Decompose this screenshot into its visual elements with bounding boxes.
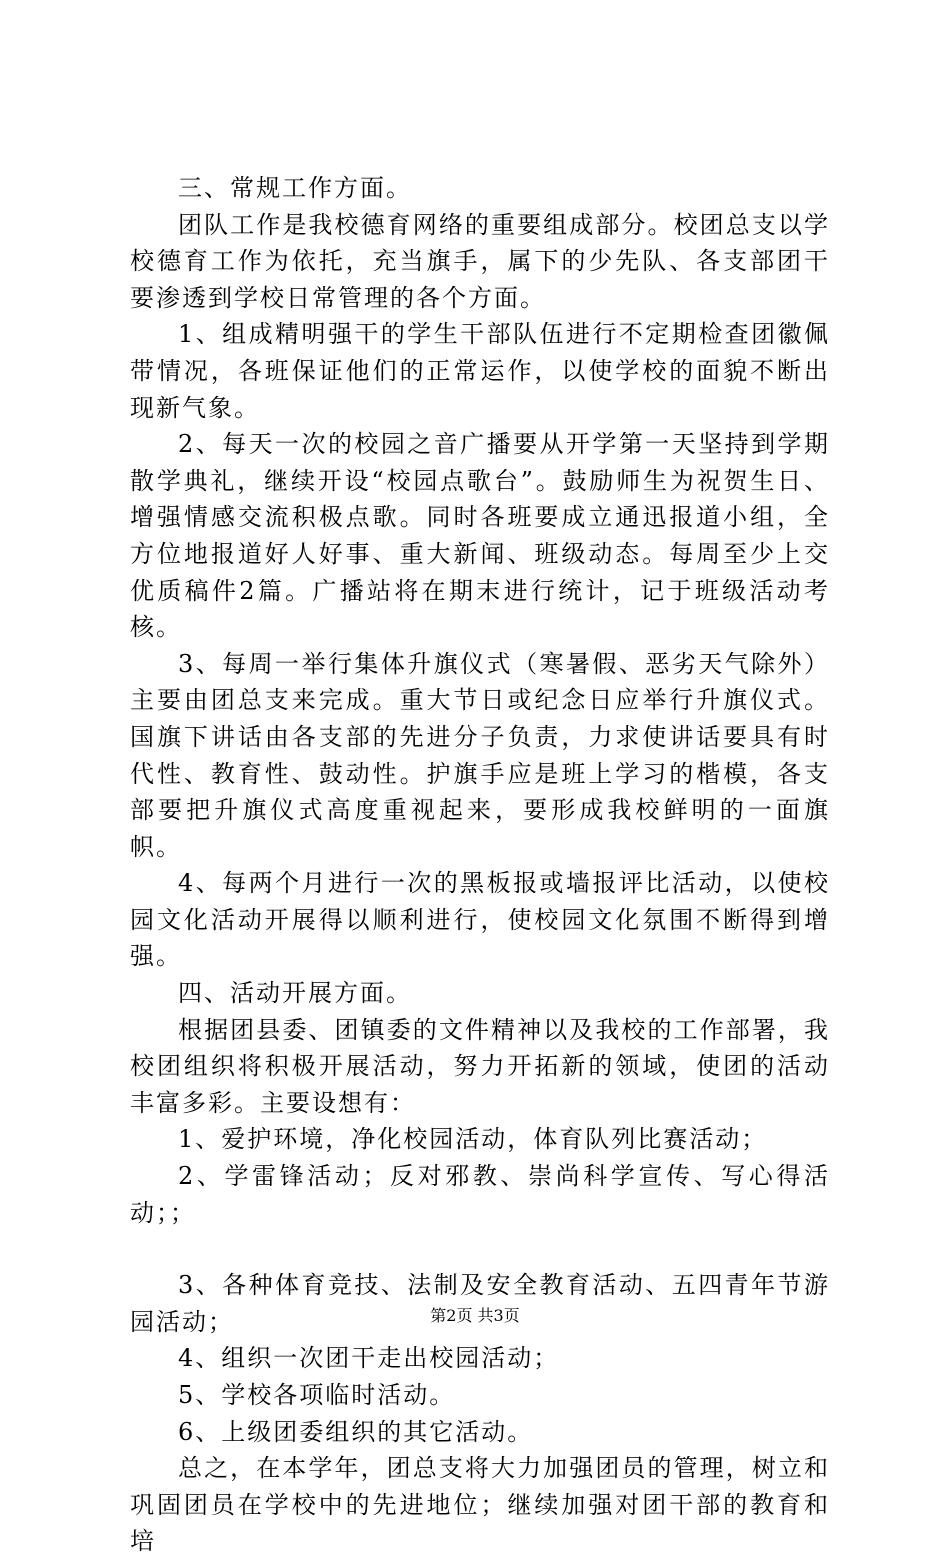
page-number-footer: 第2页 共3页 (430, 1306, 520, 1325)
activity-item-5: 5、学校各项临时活动。 (178, 1381, 456, 1409)
activity-item-1: 1、爱护环境，净化校园活动，体育队列比赛活动； (178, 1125, 768, 1154)
section-heading-routine-work: 三、常规工作方面。 (178, 174, 412, 202)
paragraph-activities-intro: 根据团县委、团镇委的文件精神以及我校的工作部署，我校团组织将积极开展活动，努力开拓新的领域，使团的活动丰富多彩。主要设想有： (130, 1015, 830, 1117)
paragraph-item-2: 2、每天一次的校园之音广播要从开学第一天坚持到学期散学典礼，继续开设“校园点歌台”。鼓励师生为祝贺生日、增强情感交流积极点歌。同时各班要成立通迅报道小组，全方位地报道好人好事、重大新闻、班级动态。每周至少上交优质稿件2篇。广播站将在期末进行统计，记于班级活动考核。 (130, 430, 830, 642)
document-body (130, 170, 830, 1560)
paragraph-item-4: 4、每两个月进行一次的黑板报或墙报评比活动，以使校园文化活动开展得以顺利进行，使校园文化氛围不断得到增强。 (130, 869, 830, 971)
blank-line (130, 1231, 830, 1267)
paragraph-item-3: 3、每周一举行集体升旗仪式（寒暑假、恶劣天气除外）主要由团总支来完成。重大节日或纪念日应举行升旗仪式。国旗下讲话由各支部的先进分子负责，力求使讲话要具有时代性、教育性、鼓动性。护旗手应是班上学习的楷模，各支部要把升旗仪式高度重视起来，要形成我校鲜明的一面旗帜。 (130, 649, 830, 861)
activity-item-3: 3、各种体育竞技、法制及安全教育活动、五四青年节游园活动； (130, 1271, 830, 1336)
activity-item-6: 6、上级团委组织的其它活动。 (178, 1417, 534, 1446)
section-heading-activities: 四、活动开展方面。 (178, 979, 412, 1008)
paragraph-intro: 团队工作是我校德育网络的重要组成部分。校团总支以学校德育工作为依托，充当旗手，属下的少先队、各支部团干要渗透到学校日常管理的各个方面。 (130, 210, 830, 312)
activity-item-4: 4、组织一次团干走出校园活动； (178, 1344, 560, 1373)
paragraph-item-1: 1、组成精明强干的学生干部队伍进行不定期检查团徽佩带情况，各班保证他们的正常运作，以使学校的面貌不断出现新气象。 (130, 320, 830, 422)
activity-item-2: 2、学雷锋活动；反对邪教、崇尚科学宣传、写心得活动；； (130, 1162, 830, 1227)
paragraph-conclusion: 总之，在本学年，团总支将大力加强团员的管理，树立和巩固团员在学校中的先进地位；继续加强对团干部的教育和培 (130, 1454, 830, 1556)
